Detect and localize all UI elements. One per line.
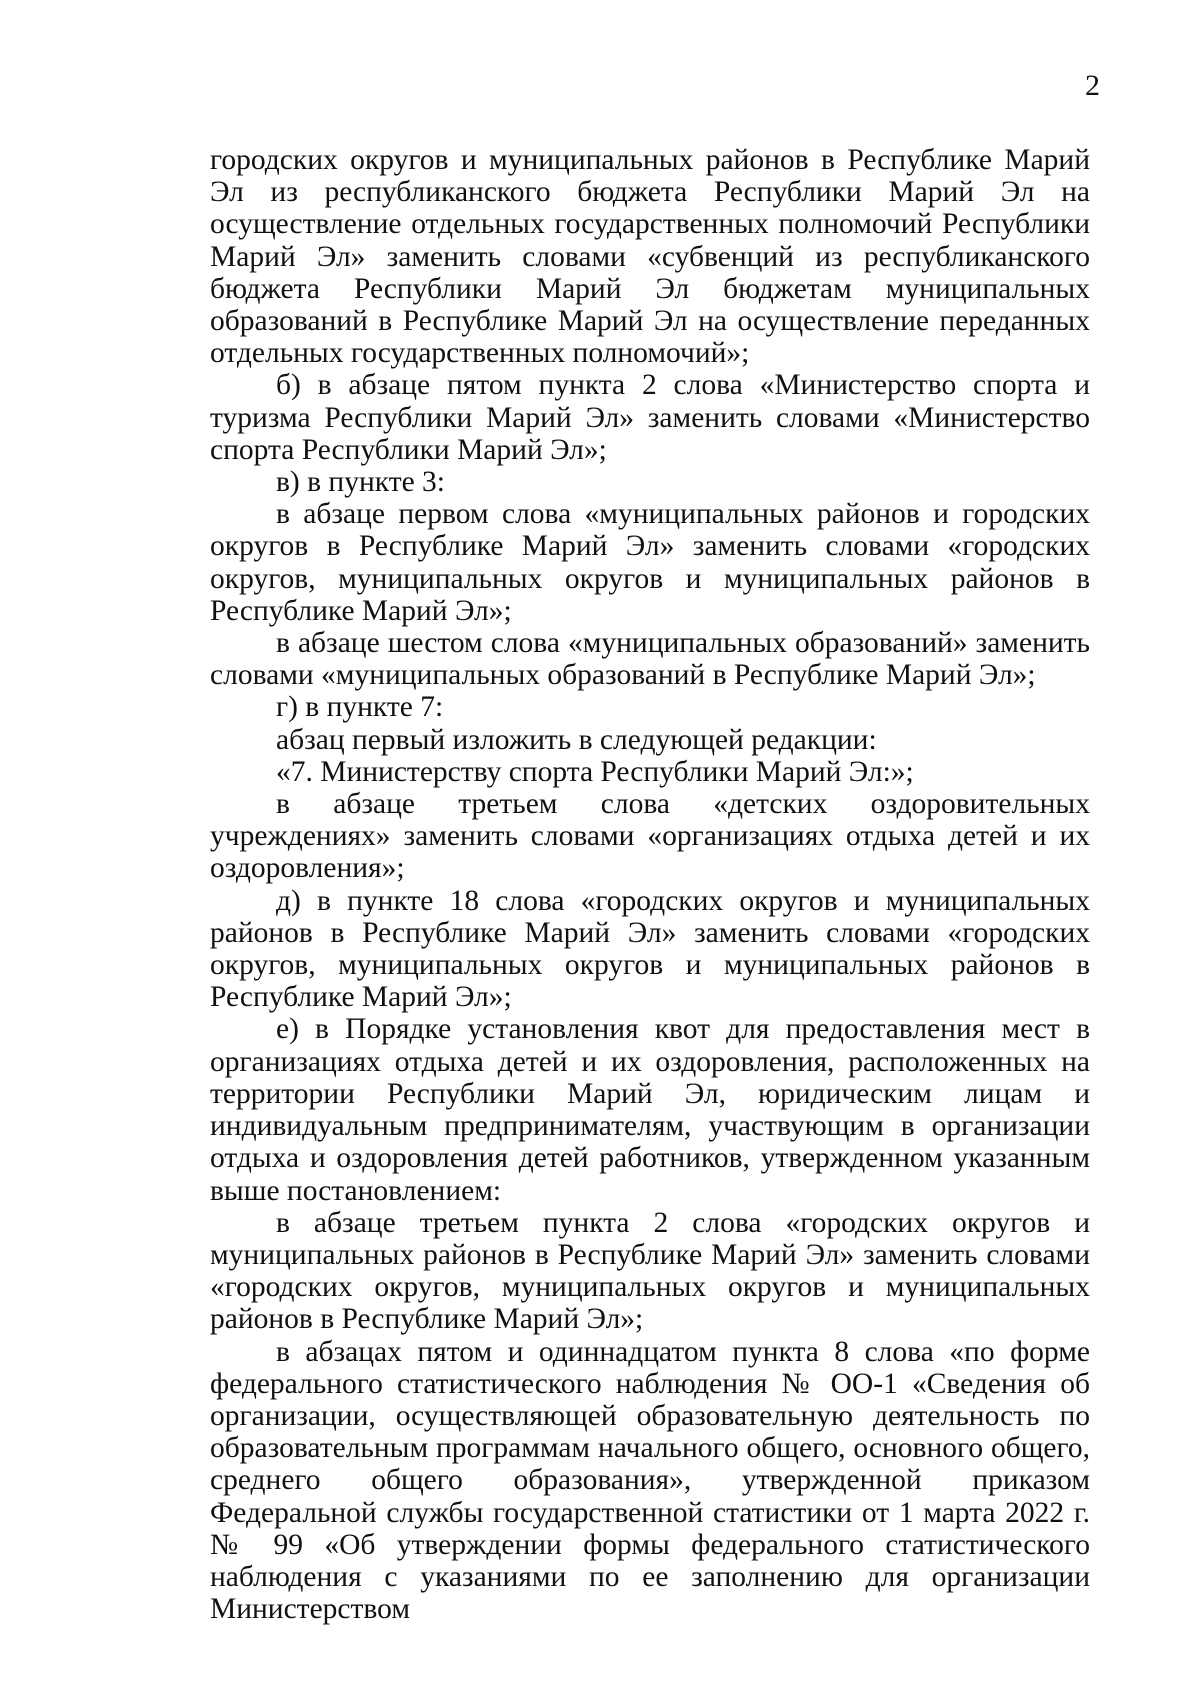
paragraph-b: б) в абзаце пятом пункта 2 слова «Министерство спорта и туризма Республики Марий Эл» заменить словами «Министерство спорта Республики Марий Эл»;	[210, 369, 1090, 466]
paragraph-v-first: в абзаце первом слова «муниципальных районов и городских округов в Республике Марий Эл» заменить словами «городских округов, муниципальных округов и муниципальных районов в Республике Марий Эл»;	[210, 498, 1090, 627]
paragraph-g: г) в пункте 7:	[276, 691, 444, 724]
paragraph-e-point-2: в абзаце третьем пункта 2 слова «городских округов и муниципальных районов в Республике Марий Эл» заменить словами «городских округов, муниципальных округов и муниципальных районов в Республике Марий Эл»;	[210, 1206, 1090, 1336]
paragraph-continuation: городских округов и муниципальных районов в Республике Марий Эл из республиканского бюджета Республики Марий Эл на осуществление отдельных государственных полномочий Республики Марий Эл» заменить словами «субвенций из республиканского бюджета Республики Марий Эл бюджетам муниципальных образований в Республике Марий Эл на осуществление переданных отдельных государственных полномочий»;	[210, 144, 1090, 370]
paragraph-v: в) в пункте 3:	[276, 466, 446, 499]
paragraph-v-sixth: в абзаце шестом слова «муниципальных образований» заменить словами «муниципальных образований в Республике Марий Эл»;	[210, 627, 1090, 692]
paragraph-e: е) в Порядке установления квот для предоставления мест в организациях отдыха детей и их оздоровления, расположенных на территории Республики Марий Эл, юридическим лицам и индивидуальным предпринимателям, участвующим в организации отдыха и оздоровления детей работников, утвержденном указанным выше постановлением:	[210, 1013, 1090, 1207]
paragraph-g-first: абзац первый изложить в следующей редакции:	[276, 723, 877, 756]
paragraph-e-point-8: в абзацах пятом и одиннадцатом пункта 8 слова «по форме федерального статистического наблюдения № ОО-1 «Сведения об организации, осуществляющей образовательную деятельность по образовательным программам начального общего, основного общего, среднего общего образования», утвержденной приказом Федеральной службы государственной статистики от 1 марта 2022 г. № 99 «Об утверждении формы федерального статистического наблюдения с указаниями по ее заполнению для организации Министерством	[210, 1335, 1090, 1626]
paragraph-g-new-wording: «7. Министерству спорта Республики Марий Эл:»;	[276, 755, 914, 788]
page-number: 2	[1085, 69, 1100, 102]
paragraph-g-third: в абзаце третьем слова «детских оздоровительных учреждениях» заменить словами «организациях отдыха детей и их оздоровления»;	[210, 788, 1090, 885]
paragraph-d: д) в пункте 18 слова «городских округов и муниципальных районов в Республике Марий Эл» заменить словами «городских округов, муниципальных округов и муниципальных районов в Республике Марий Эл»;	[210, 884, 1090, 1014]
document-body	[210, 144, 1090, 1625]
